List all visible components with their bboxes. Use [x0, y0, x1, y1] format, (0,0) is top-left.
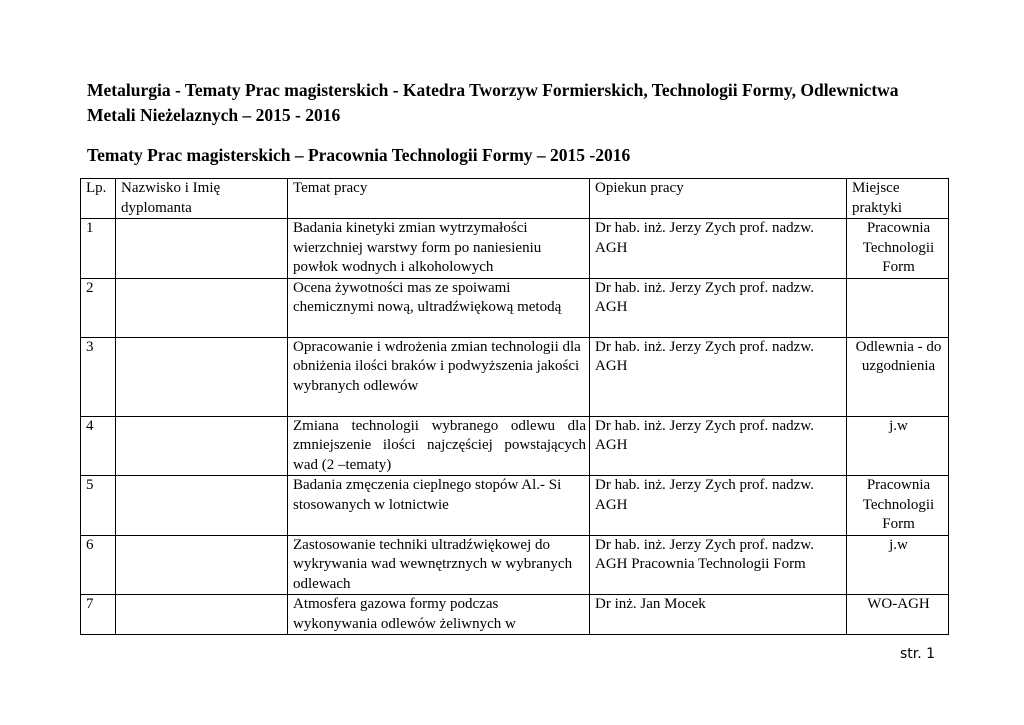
cell-place	[847, 278, 949, 337]
cell-lp: 2	[81, 278, 116, 337]
cell-topic: Ocena żywotności mas ze spoiwami chemicznymi nową, ultradźwiękową metodą	[288, 278, 590, 337]
cell-supervisor: Dr hab. inż. Jerzy Zych prof. nadzw. AGH	[590, 476, 847, 536]
cell-topic: Atmosfera gazowa formy podczas wykonywania odlewów żeliwnych w	[288, 595, 590, 635]
cell-supervisor: Dr hab. inż. Jerzy Zych prof. nadzw. AGH Pracownia Technologii Form	[590, 535, 847, 595]
cell-supervisor: Dr hab. inż. Jerzy Zych prof. nadzw. AGH	[590, 278, 847, 337]
table-header-row	[81, 179, 949, 219]
cell-name	[116, 416, 288, 476]
cell-topic: Badania zmęczenia cieplnego stopów Al.- Si stosowanych w lotnictwie	[288, 476, 590, 536]
table-row	[81, 595, 949, 635]
cell-supervisor: Dr hab. inż. Jerzy Zych prof. nadzw. AGH	[590, 219, 847, 279]
table-row	[81, 219, 949, 279]
table-row	[81, 337, 949, 416]
cell-name	[116, 219, 288, 279]
cell-name	[116, 595, 288, 635]
cell-supervisor: Dr hab. inż. Jerzy Zych prof. nadzw. AGH	[590, 416, 847, 476]
cell-topic: Zastosowanie techniki ultradźwiękowej do wykrywania wad wewnętrznych w wybranych odlewach	[288, 535, 590, 595]
cell-topic: Opracowanie i wdrożenia zmian technologii dla obniżenia ilości braków i podwyższenia jakości wybranych odlewów	[288, 337, 590, 416]
thesis-topics-table	[80, 178, 949, 635]
header-name: Nazwisko i Imię dyplomanta	[116, 179, 288, 219]
table-row	[81, 535, 949, 595]
cell-place: WO-AGH	[847, 595, 949, 635]
cell-supervisor: Dr inż. Jan Mocek	[590, 595, 847, 635]
cell-topic: Badania kinetyki zmian wytrzymałości wierzchniej warstwy form po naniesieniu powłok wodnych i alkoholowych	[288, 219, 590, 279]
page-number: str. 1	[900, 646, 936, 662]
cell-lp: 1	[81, 219, 116, 279]
cell-lp: 5	[81, 476, 116, 536]
cell-name	[116, 476, 288, 536]
document-title: Metalurgia - Tematy Prac magisterskich - Katedra Tworzyw Formierskich, Technologii Formy, Odlewnictwa Metali Nieżelaznych – 2015 - 2016	[87, 80, 899, 125]
header-supervisor: Opiekun pracy	[590, 179, 847, 219]
section-title: Tematy Prac magisterskich – Pracownia Technologii Formy – 2015 -2016	[87, 145, 631, 165]
cell-topic: Zmiana technologii wybranego odlewu dla zmniejszenie ilości najczęściej powstających wad (2 –tematy)	[288, 416, 590, 476]
header-lp: Lp.	[81, 179, 116, 219]
cell-place: j.w	[847, 416, 949, 476]
table-row	[81, 278, 949, 337]
cell-name	[116, 535, 288, 595]
header-place: Miejsce praktyki	[847, 179, 949, 219]
cell-name	[116, 278, 288, 337]
cell-supervisor: Dr hab. inż. Jerzy Zych prof. nadzw. AGH	[590, 337, 847, 416]
table-row	[81, 416, 949, 476]
cell-lp: 7	[81, 595, 116, 635]
cell-place: Pracownia Technologii Form	[847, 219, 949, 279]
cell-place: Odlewnia - do uzgodnienia	[847, 337, 949, 416]
header-topic: Temat pracy	[288, 179, 590, 219]
cell-place: Pracownia Technologii Form	[847, 476, 949, 536]
cell-lp: 4	[81, 416, 116, 476]
cell-name	[116, 337, 288, 416]
cell-place: j.w	[847, 535, 949, 595]
cell-lp: 3	[81, 337, 116, 416]
table-row	[81, 476, 949, 536]
cell-lp: 6	[81, 535, 116, 595]
